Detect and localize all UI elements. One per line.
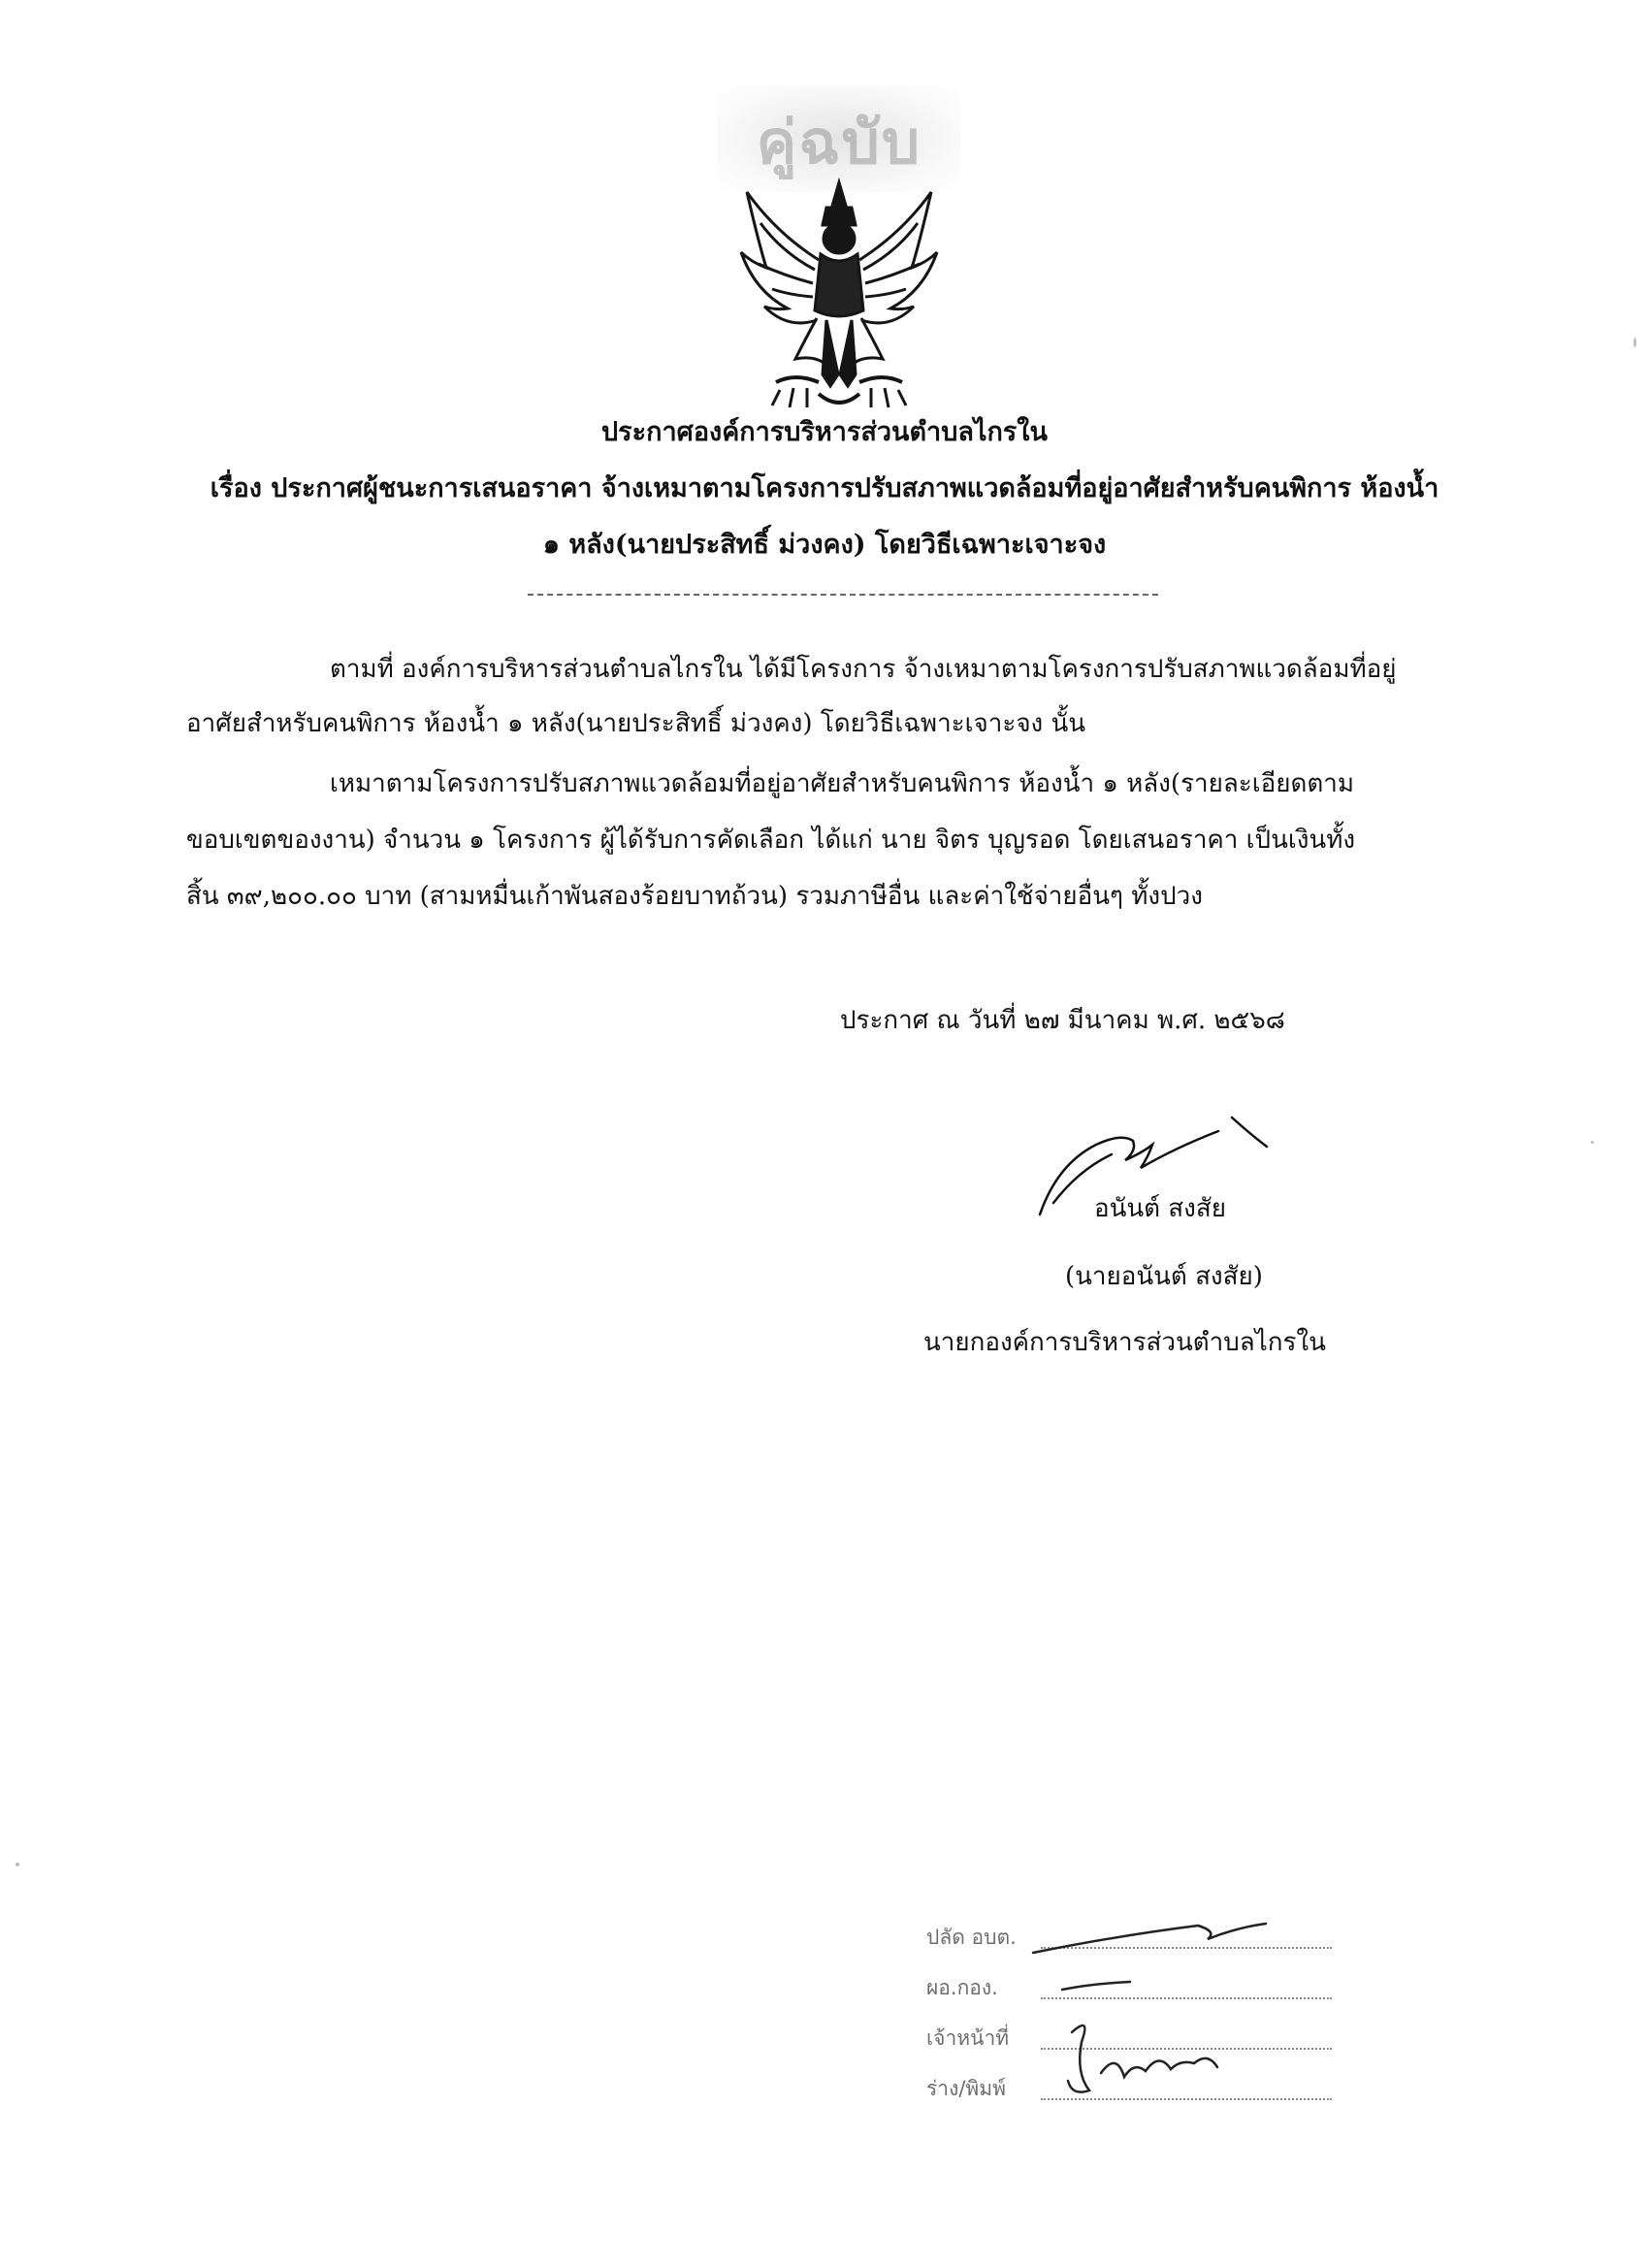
approval-initials-scrawl — [926, 1906, 1373, 2129]
garuda-emblem-icon — [737, 175, 941, 412]
body-paragraph-2-line-1: เหมาตามโครงการปรับสภาพแวดล้อมที่อยู่อาศัยสำหรับคนพิการ ห้องน้ำ ๑ หลัง(รายละเอียดตาม — [330, 769, 1354, 798]
announcement-title: ประกาศองค์การบริหารส่วนตำบลไกรใน — [601, 417, 1048, 447]
approval-line-2: ผอ.กอง. — [926, 1976, 998, 1999]
dashed-divider — [528, 594, 1158, 596]
body-paragraph-2-line-3: สิ้น ๓๙,๒๐๐.๐๐ บาท (สามหมื่นเก้าพันสองร้อยบาทถ้วน) รวมภาษีอื่น และค่าใช้จ่ายอื่นๆ ทั้งปวง — [186, 882, 1203, 911]
announcement-date: ประกาศ ณ วันที่ ๒๗ มีนาคม พ.ศ. ๒๕๖๘ — [840, 1006, 1285, 1035]
scan-speck — [16, 1863, 19, 1866]
approval-line-4: ร่าง/พิมพ์ — [926, 2077, 1006, 2100]
signatory-full-name: (นายอนันต์ สงสัย) — [1065, 1262, 1263, 1291]
body-paragraph-2-line-2: ขอบเขตของงาน) จำนวน ๑ โครงการ ผู้ได้รับการคัดเลือก ได้แก่ นาย จิตร บุญรอด โดยเสนอราคา เป็นเงินทั้ง — [186, 826, 1356, 855]
approval-line-3: เจ้าหน้าที่ — [926, 2026, 1010, 2050]
announcement-subject-cont: ๑ หลัง(นายประสิทธิ์ ม่วงคง) โดยวิธีเฉพาะเจาะจง — [542, 530, 1107, 560]
body-paragraph-1-line-1: ตามที่ องค์การบริหารส่วนตำบลไกรใน ได้มีโครงการ จ้างเหมาตามโครงการปรับสภาพแวดล้อมที่อยู่ — [330, 655, 1397, 684]
copy-stamp-text: คู่ฉบับ — [756, 107, 922, 178]
approval-line-1: ปลัด อบต. — [926, 1926, 1017, 1949]
scan-speck — [1633, 338, 1636, 347]
signatory-name: อนันต์ สงสัย — [1094, 1194, 1226, 1223]
scan-speck — [1591, 1141, 1594, 1144]
signatory-position: นายกองค์การบริหารส่วนตำบลไกรใน — [923, 1328, 1326, 1357]
internal-approval-block — [926, 1906, 1373, 2129]
announcement-subject: เรื่อง ประกาศผู้ชนะการเสนอราคา จ้างเหมาตามโครงการปรับสภาพแวดล้อมที่อยู่อาศัยสำหรับคนพิการ ห้องน้ำ — [210, 473, 1439, 503]
body-paragraph-1-line-2: อาศัยสำหรับคนพิการ ห้องน้ำ ๑ หลัง(นายประสิทธิ์ ม่วงคง) โดยวิธีเฉพาะเจาะจง นั้น — [186, 709, 1086, 738]
